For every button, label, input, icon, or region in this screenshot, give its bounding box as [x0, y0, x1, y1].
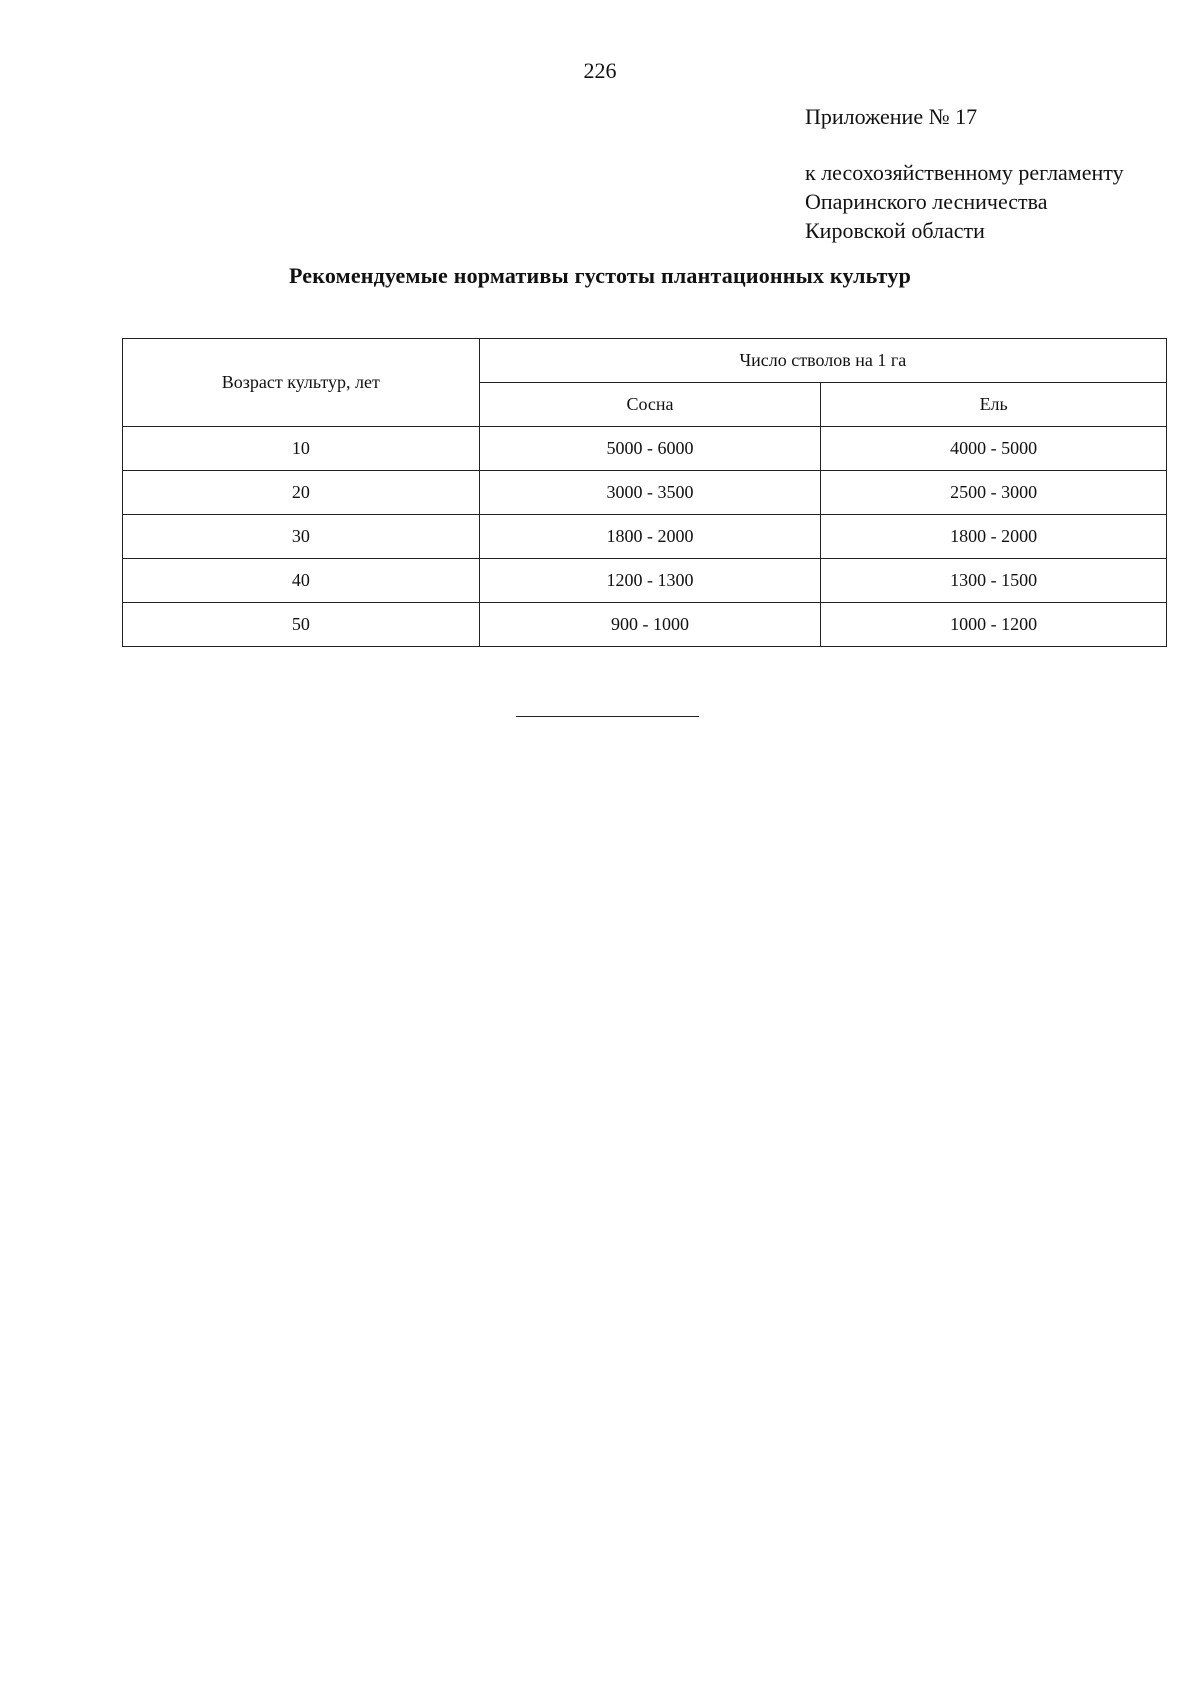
header-spruce: Ель — [821, 383, 1167, 427]
document-title: Рекомендуемые нормативы густоты плантационных культур — [288, 263, 912, 288]
cell-age: 30 — [123, 515, 480, 559]
header-trunks-per-ha: Число стволов на 1 га — [479, 339, 1166, 383]
appendix-label: Приложение № 17 — [805, 104, 978, 129]
cell-pine: 1800 - 2000 — [479, 515, 821, 559]
cell-spruce: 2500 - 3000 — [821, 471, 1167, 515]
cell-age: 40 — [123, 559, 480, 603]
table-header-row — [123, 339, 1167, 383]
cell-pine: 3000 - 3500 — [479, 471, 821, 515]
cell-spruce: 1300 - 1500 — [821, 559, 1167, 603]
cell-age: 20 — [123, 471, 480, 515]
cell-spruce: 4000 - 5000 — [821, 427, 1167, 471]
appendix-reference — [805, 158, 1124, 245]
page-number: 226 — [583, 58, 617, 83]
table-row — [123, 515, 1167, 559]
cell-spruce: 1000 - 1200 — [821, 603, 1167, 647]
cell-age: 10 — [123, 427, 480, 471]
cell-pine: 1200 - 1300 — [479, 559, 821, 603]
cell-age: 50 — [123, 603, 480, 647]
cell-spruce: 1800 - 2000 — [821, 515, 1167, 559]
header-pine: Сосна — [479, 383, 821, 427]
table-row — [123, 471, 1167, 515]
end-rule — [516, 716, 699, 717]
cell-pine: 5000 - 6000 — [479, 427, 821, 471]
table-row — [123, 559, 1167, 603]
density-norms-table — [122, 338, 1167, 647]
appendix-line: к лесохозяйственному регламенту — [805, 160, 1124, 185]
table-row — [123, 603, 1167, 647]
table-row — [123, 427, 1167, 471]
appendix-line: Опаринского лесничества — [805, 189, 1048, 214]
appendix-line: Кировской области — [805, 218, 985, 243]
header-age: Возраст культур, лет — [123, 339, 480, 427]
cell-pine: 900 - 1000 — [479, 603, 821, 647]
